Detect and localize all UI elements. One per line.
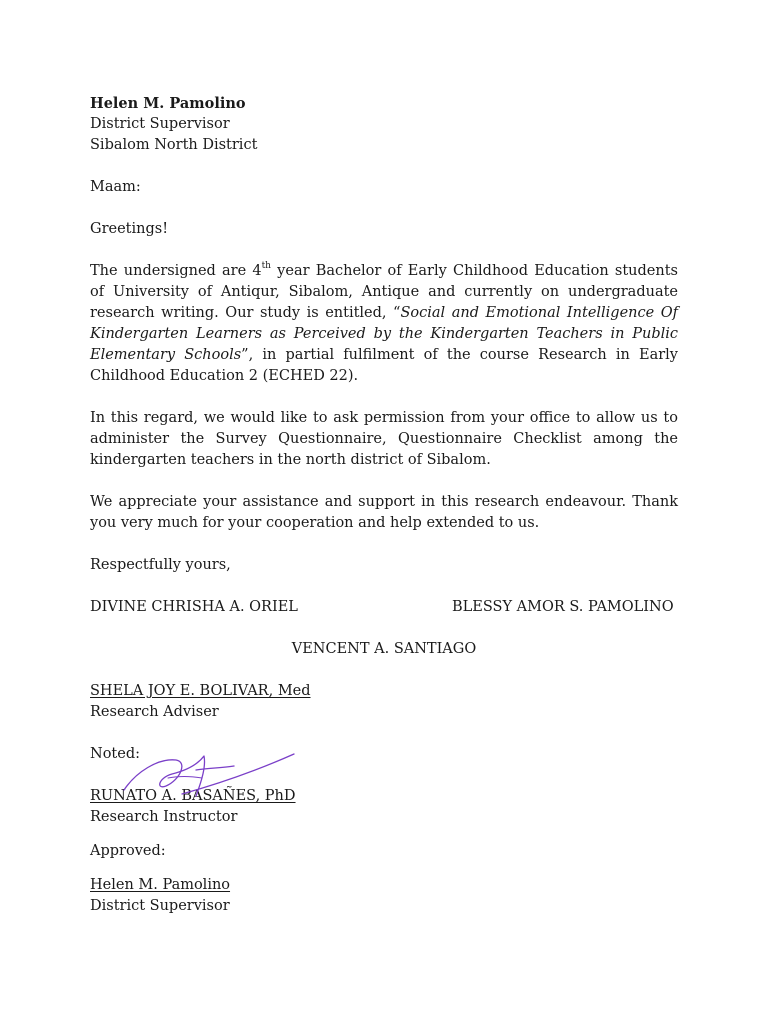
instructor-role: Research Instructor — [90, 809, 238, 825]
approved-label: Approved: — [90, 843, 166, 859]
greeting: Greetings! — [90, 221, 169, 237]
instructor-block — [90, 786, 678, 828]
signatory-row — [90, 597, 678, 618]
instructor-name: RUNATO A. BASAÑES, PhD — [90, 788, 296, 804]
adviser-name: SHELA JOY E. BOLIVAR, Med — [90, 683, 311, 699]
study-title: Social and Emotional Intelligence Of Kindergarten Learners as Perceived by the Kindergarten Teachers in Public Elementary Schools — [90, 305, 678, 363]
signatory-left: DIVINE CHRISHA A. ORIEL — [90, 599, 298, 615]
paragraph-2: In this regard, we would like to ask permission from your office to allow us to administer the Survey Questionnaire, Questionnaire Checklist among the kindergarten teachers in the north district of Sibalom. — [90, 410, 678, 468]
approver-name: Helen M. Pamolino — [90, 877, 231, 893]
salutation: Maam: — [90, 179, 141, 195]
letter — [90, 93, 678, 917]
signatory-right: BLESSY AMOR S. PAMOLINO — [452, 599, 674, 615]
p1-text-b: year Bachelor of Early Childhood Education students of University of Antiqur, Sibalom, Antique and currently on undergraduate research writing. Our study is entitled, “ — [90, 263, 678, 321]
approver-role: District Supervisor — [90, 898, 230, 914]
p1-text-a: The undersigned are 4 — [90, 263, 262, 279]
signatory-center: VENCENT A. SANTIAGO — [291, 641, 477, 657]
recipient-name: Helen M. Pamolino — [90, 95, 246, 112]
recipient-district: Sibalom North District — [90, 137, 258, 153]
recipient-title: District Supervisor — [90, 116, 230, 132]
p1-text-c: ”, in partial fulfilment of the course Research in Early Childhood Education 2 (ECHED 22). — [90, 347, 678, 384]
paragraph-1 — [90, 261, 678, 387]
noted-label: Noted: — [90, 746, 140, 762]
p1-ordinal-sup: th — [261, 261, 271, 271]
paragraph-3: We appreciate your assistance and support in this research endeavour. Thank you very much for your cooperation and help extended to us. — [90, 494, 678, 531]
adviser-role: Research Adviser — [90, 704, 219, 720]
closing: Respectfully yours, — [90, 557, 231, 573]
